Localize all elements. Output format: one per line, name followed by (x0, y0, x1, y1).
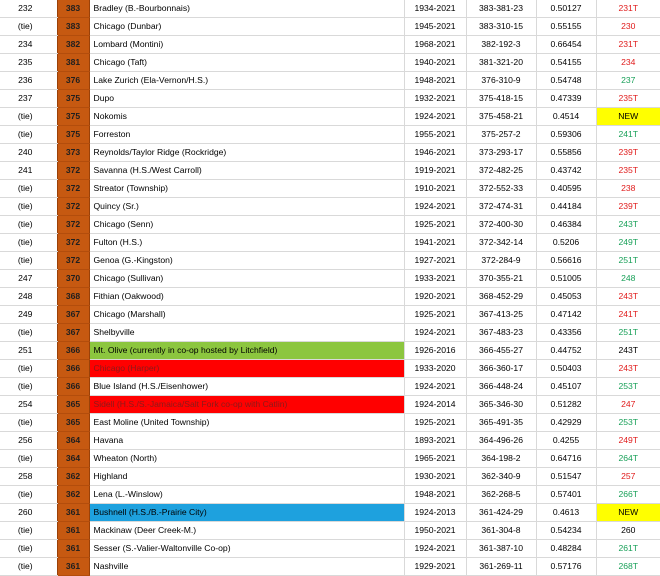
rank-cell[interactable]: 240 (0, 144, 57, 162)
school-name-cell[interactable]: Mt. Olive (currently in co-op hosted by Litchfield) (89, 342, 404, 360)
points-cell[interactable]: 362 (57, 468, 89, 486)
record-cell[interactable]: 372-474-31 (466, 198, 536, 216)
rank-cell[interactable]: (tie) (0, 108, 57, 126)
rank-cell[interactable]: 237 (0, 90, 57, 108)
win-pct-cell[interactable]: 0.50403 (536, 360, 596, 378)
previous-rank-cell[interactable]: 235T (596, 162, 660, 180)
previous-rank-cell[interactable]: 251T (596, 252, 660, 270)
previous-rank-cell[interactable]: 241T (596, 126, 660, 144)
record-cell[interactable]: 381-321-20 (466, 54, 536, 72)
rank-cell[interactable]: 249 (0, 306, 57, 324)
win-pct-cell[interactable]: 0.51282 (536, 396, 596, 414)
rank-cell[interactable]: 232 (0, 0, 57, 18)
rank-cell[interactable]: 260 (0, 504, 57, 522)
years-cell[interactable]: 1948-2021 (404, 486, 466, 504)
record-cell[interactable]: 361-424-29 (466, 504, 536, 522)
points-cell[interactable]: 383 (57, 0, 89, 18)
win-pct-cell[interactable]: 0.54748 (536, 72, 596, 90)
record-cell[interactable]: 372-552-33 (466, 180, 536, 198)
record-cell[interactable]: 366-360-17 (466, 360, 536, 378)
previous-rank-cell[interactable]: 239T (596, 144, 660, 162)
table-row (0, 414, 660, 432)
school-name-cell[interactable]: Quincy (Sr.) (89, 198, 404, 216)
win-pct-cell[interactable]: 0.66454 (536, 36, 596, 54)
win-pct-cell[interactable]: 0.44752 (536, 342, 596, 360)
win-pct-cell[interactable]: 0.56616 (536, 252, 596, 270)
rank-cell[interactable]: (tie) (0, 558, 57, 576)
years-cell[interactable]: 1946-2021 (404, 144, 466, 162)
win-pct-cell[interactable]: 0.5206 (536, 234, 596, 252)
school-name-cell[interactable]: Lombard (Montini) (89, 36, 404, 54)
record-cell[interactable]: 382-192-3 (466, 36, 536, 54)
school-name-cell[interactable]: Blue Island (H.S./Eisenhower) (89, 378, 404, 396)
rank-cell[interactable]: (tie) (0, 252, 57, 270)
previous-rank-cell[interactable]: 264T (596, 450, 660, 468)
rank-cell[interactable]: 251 (0, 342, 57, 360)
points-cell[interactable]: 364 (57, 432, 89, 450)
win-pct-cell[interactable]: 0.4613 (536, 504, 596, 522)
win-pct-cell[interactable]: 0.4255 (536, 432, 596, 450)
record-cell[interactable]: 365-346-30 (466, 396, 536, 414)
table-row (0, 216, 660, 234)
years-cell[interactable]: 1920-2021 (404, 288, 466, 306)
years-cell[interactable]: 1968-2021 (404, 36, 466, 54)
record-cell[interactable]: 367-483-23 (466, 324, 536, 342)
school-name-cell[interactable]: Chicago (Dunbar) (89, 18, 404, 36)
record-cell[interactable]: 375-458-21 (466, 108, 536, 126)
points-cell[interactable]: 361 (57, 540, 89, 558)
rank-cell[interactable]: (tie) (0, 324, 57, 342)
years-cell[interactable]: 1926-2016 (404, 342, 466, 360)
previous-rank-cell[interactable]: 238 (596, 180, 660, 198)
points-cell[interactable]: 372 (57, 198, 89, 216)
record-cell[interactable]: 364-496-26 (466, 432, 536, 450)
record-cell[interactable]: 375-257-2 (466, 126, 536, 144)
school-name-cell[interactable]: Fithian (Oakwood) (89, 288, 404, 306)
win-pct-cell[interactable]: 0.44184 (536, 198, 596, 216)
points-cell[interactable]: 367 (57, 306, 89, 324)
years-cell[interactable]: 1924-2021 (404, 540, 466, 558)
record-cell[interactable]: 368-452-29 (466, 288, 536, 306)
win-pct-cell[interactable]: 0.57401 (536, 486, 596, 504)
rank-cell[interactable]: (tie) (0, 126, 57, 144)
table-row (0, 306, 660, 324)
rank-cell[interactable]: (tie) (0, 450, 57, 468)
win-pct-cell[interactable]: 0.55856 (536, 144, 596, 162)
points-cell[interactable]: 361 (57, 504, 89, 522)
points-cell[interactable]: 368 (57, 288, 89, 306)
years-cell[interactable]: 1965-2021 (404, 450, 466, 468)
years-cell[interactable]: 1924-2021 (404, 198, 466, 216)
record-cell[interactable]: 372-400-30 (466, 216, 536, 234)
table-row (0, 234, 660, 252)
record-cell[interactable]: 372-482-25 (466, 162, 536, 180)
table-row (0, 18, 660, 36)
points-cell[interactable]: 372 (57, 180, 89, 198)
win-pct-cell[interactable]: 0.45053 (536, 288, 596, 306)
previous-rank-cell[interactable]: 239T (596, 198, 660, 216)
win-pct-cell[interactable]: 0.51547 (536, 468, 596, 486)
table-row (0, 36, 660, 54)
previous-rank-cell[interactable]: 231T (596, 36, 660, 54)
rank-cell[interactable]: 236 (0, 72, 57, 90)
table-row (0, 468, 660, 486)
years-cell[interactable]: 1933-2021 (404, 270, 466, 288)
points-cell[interactable]: 375 (57, 126, 89, 144)
win-pct-cell[interactable]: 0.43742 (536, 162, 596, 180)
points-cell[interactable]: 375 (57, 90, 89, 108)
win-pct-cell[interactable]: 0.59306 (536, 126, 596, 144)
rank-cell[interactable]: (tie) (0, 234, 57, 252)
points-cell[interactable]: 366 (57, 360, 89, 378)
points-cell[interactable]: 381 (57, 54, 89, 72)
rank-cell[interactable]: 256 (0, 432, 57, 450)
years-cell[interactable]: 1924-2021 (404, 378, 466, 396)
table-row (0, 144, 660, 162)
previous-rank-cell[interactable]: 253T (596, 378, 660, 396)
previous-rank-cell[interactable]: 234 (596, 54, 660, 72)
school-name-cell[interactable]: Nashville (89, 558, 404, 576)
table-row (0, 450, 660, 468)
school-name-cell[interactable]: Nokomis (89, 108, 404, 126)
win-pct-cell[interactable]: 0.40595 (536, 180, 596, 198)
previous-rank-cell[interactable]: 241T (596, 306, 660, 324)
rank-cell[interactable]: (tie) (0, 18, 57, 36)
win-pct-cell[interactable]: 0.47142 (536, 306, 596, 324)
previous-rank-cell[interactable]: 243T (596, 288, 660, 306)
table-row (0, 90, 660, 108)
previous-rank-cell[interactable]: 261T (596, 540, 660, 558)
points-cell[interactable]: 372 (57, 216, 89, 234)
record-cell[interactable]: 362-268-5 (466, 486, 536, 504)
school-name-cell[interactable]: Mackinaw (Deer Creek-M.) (89, 522, 404, 540)
school-name-cell[interactable]: Lena (L.-Winslow) (89, 486, 404, 504)
record-cell[interactable]: 383-381-23 (466, 0, 536, 18)
points-cell[interactable]: 370 (57, 270, 89, 288)
previous-rank-cell[interactable]: 249T (596, 432, 660, 450)
points-cell[interactable]: 364 (57, 450, 89, 468)
years-cell[interactable]: 1940-2021 (404, 54, 466, 72)
school-name-cell[interactable]: Chicago (Taft) (89, 54, 404, 72)
previous-rank-cell[interactable]: 253T (596, 414, 660, 432)
previous-rank-cell[interactable]: NEW (596, 504, 660, 522)
table-row (0, 0, 660, 18)
record-cell[interactable]: 362-340-9 (466, 468, 536, 486)
record-cell[interactable]: 383-310-15 (466, 18, 536, 36)
record-cell[interactable]: 372-284-9 (466, 252, 536, 270)
record-cell[interactable]: 366-448-24 (466, 378, 536, 396)
rank-cell[interactable]: (tie) (0, 216, 57, 234)
school-name-cell[interactable]: Fulton (H.S.) (89, 234, 404, 252)
previous-rank-cell[interactable]: 237 (596, 72, 660, 90)
previous-rank-cell[interactable]: 251T (596, 324, 660, 342)
table-row (0, 396, 660, 414)
school-name-cell[interactable]: Sesser (S.-Valier-Waltonville Co-op) (89, 540, 404, 558)
previous-rank-cell[interactable]: 260 (596, 522, 660, 540)
win-pct-cell[interactable]: 0.42929 (536, 414, 596, 432)
win-pct-cell[interactable]: 0.45107 (536, 378, 596, 396)
win-pct-cell[interactable]: 0.47339 (536, 90, 596, 108)
previous-rank-cell[interactable]: 230 (596, 18, 660, 36)
school-name-cell[interactable]: Bradley (B.-Bourbonnais) (89, 0, 404, 18)
points-cell[interactable]: 372 (57, 252, 89, 270)
years-cell[interactable]: 1924-2013 (404, 504, 466, 522)
years-cell[interactable]: 1927-2021 (404, 252, 466, 270)
years-cell[interactable]: 1910-2021 (404, 180, 466, 198)
years-cell[interactable]: 1932-2021 (404, 90, 466, 108)
table-row (0, 180, 660, 198)
record-cell[interactable]: 365-491-35 (466, 414, 536, 432)
years-cell[interactable]: 1950-2021 (404, 522, 466, 540)
table-row (0, 108, 660, 126)
school-name-cell[interactable]: Chicago (Harper) (89, 360, 404, 378)
table-row (0, 486, 660, 504)
years-cell[interactable]: 1924-2021 (404, 324, 466, 342)
table-row (0, 324, 660, 342)
table-row (0, 522, 660, 540)
record-cell[interactable]: 372-342-14 (466, 234, 536, 252)
points-cell[interactable]: 383 (57, 18, 89, 36)
school-name-cell[interactable]: Chicago (Sullivan) (89, 270, 404, 288)
record-cell[interactable]: 370-355-21 (466, 270, 536, 288)
school-name-cell[interactable]: Wheaton (North) (89, 450, 404, 468)
points-cell[interactable]: 362 (57, 486, 89, 504)
rank-cell[interactable]: (tie) (0, 360, 57, 378)
previous-rank-cell[interactable]: NEW (596, 108, 660, 126)
record-cell[interactable]: 367-413-25 (466, 306, 536, 324)
table-row (0, 126, 660, 144)
points-cell[interactable]: 365 (57, 414, 89, 432)
table-row (0, 72, 660, 90)
points-cell[interactable]: 376 (57, 72, 89, 90)
record-cell[interactable]: 375-418-15 (466, 90, 536, 108)
years-cell[interactable]: 1925-2021 (404, 414, 466, 432)
points-cell[interactable]: 372 (57, 162, 89, 180)
years-cell[interactable]: 1924-2014 (404, 396, 466, 414)
table-row (0, 432, 660, 450)
school-name-cell[interactable]: Highland (89, 468, 404, 486)
school-name-cell[interactable]: Shelbyville (89, 324, 404, 342)
table-row (0, 504, 660, 522)
points-cell[interactable]: 382 (57, 36, 89, 54)
rank-cell[interactable]: 235 (0, 54, 57, 72)
rank-cell[interactable]: 254 (0, 396, 57, 414)
school-name-cell[interactable]: Savanna (H.S./West Carroll) (89, 162, 404, 180)
school-name-cell[interactable]: Chicago (Marshall) (89, 306, 404, 324)
table-row (0, 54, 660, 72)
rank-cell[interactable]: 248 (0, 288, 57, 306)
table-row (0, 252, 660, 270)
years-cell[interactable]: 1929-2021 (404, 558, 466, 576)
points-cell[interactable]: 361 (57, 522, 89, 540)
table-row (0, 360, 660, 378)
record-cell[interactable]: 376-310-9 (466, 72, 536, 90)
previous-rank-cell[interactable]: 243T (596, 342, 660, 360)
record-cell[interactable]: 361-269-11 (466, 558, 536, 576)
win-pct-cell[interactable]: 0.46384 (536, 216, 596, 234)
win-pct-cell[interactable]: 0.51005 (536, 270, 596, 288)
previous-rank-cell[interactable]: 243T (596, 360, 660, 378)
record-cell[interactable]: 361-304-8 (466, 522, 536, 540)
rank-cell[interactable]: (tie) (0, 414, 57, 432)
years-cell[interactable]: 1893-2021 (404, 432, 466, 450)
win-pct-cell[interactable]: 0.54234 (536, 522, 596, 540)
win-pct-cell[interactable]: 0.48284 (536, 540, 596, 558)
table-row (0, 162, 660, 180)
years-cell[interactable]: 1930-2021 (404, 468, 466, 486)
points-cell[interactable]: 366 (57, 378, 89, 396)
years-cell[interactable]: 1924-2021 (404, 108, 466, 126)
school-name-cell[interactable]: Bushnell (H.S./B.-Prairie City) (89, 504, 404, 522)
table-row (0, 270, 660, 288)
previous-rank-cell[interactable]: 249T (596, 234, 660, 252)
school-name-cell[interactable]: Chicago (Senn) (89, 216, 404, 234)
points-cell[interactable]: 365 (57, 396, 89, 414)
previous-rank-cell[interactable]: 268T (596, 558, 660, 576)
previous-rank-cell[interactable]: 247 (596, 396, 660, 414)
school-name-cell[interactable]: Reynolds/Taylor Ridge (Rockridge) (89, 144, 404, 162)
table-row (0, 558, 660, 576)
years-cell[interactable]: 1933-2020 (404, 360, 466, 378)
years-cell[interactable]: 1919-2021 (404, 162, 466, 180)
previous-rank-cell[interactable]: 243T (596, 216, 660, 234)
previous-rank-cell[interactable]: 257 (596, 468, 660, 486)
years-cell[interactable]: 1955-2021 (404, 126, 466, 144)
win-pct-cell[interactable]: 0.57176 (536, 558, 596, 576)
record-cell[interactable]: 361-387-10 (466, 540, 536, 558)
rank-cell[interactable]: 258 (0, 468, 57, 486)
win-pct-cell[interactable]: 0.4514 (536, 108, 596, 126)
previous-rank-cell[interactable]: 248 (596, 270, 660, 288)
table-row (0, 288, 660, 306)
win-pct-cell[interactable]: 0.55155 (536, 18, 596, 36)
school-name-cell[interactable]: Streator (Township) (89, 180, 404, 198)
rank-cell[interactable]: (tie) (0, 486, 57, 504)
school-name-cell[interactable]: Sidell (H.S./S.-Jamaica/Salt Fork co-op with Catlin) (89, 396, 404, 414)
previous-rank-cell[interactable]: 231T (596, 0, 660, 18)
rank-cell[interactable]: (tie) (0, 522, 57, 540)
points-cell[interactable]: 361 (57, 558, 89, 576)
rank-cell[interactable]: 234 (0, 36, 57, 54)
years-cell[interactable]: 1948-2021 (404, 72, 466, 90)
win-pct-cell[interactable]: 0.54155 (536, 54, 596, 72)
record-cell[interactable]: 373-293-17 (466, 144, 536, 162)
table-row (0, 378, 660, 396)
rank-cell[interactable]: (tie) (0, 198, 57, 216)
points-cell[interactable]: 366 (57, 342, 89, 360)
rank-cell[interactable]: (tie) (0, 180, 57, 198)
rank-cell[interactable]: (tie) (0, 540, 57, 558)
win-pct-cell[interactable]: 0.50127 (536, 0, 596, 18)
years-cell[interactable]: 1945-2021 (404, 18, 466, 36)
years-cell[interactable]: 1925-2021 (404, 306, 466, 324)
school-name-cell[interactable]: East Moline (United Township) (89, 414, 404, 432)
win-pct-cell[interactable]: 0.64716 (536, 450, 596, 468)
rank-cell[interactable]: 241 (0, 162, 57, 180)
rank-cell[interactable]: (tie) (0, 378, 57, 396)
table-row (0, 198, 660, 216)
rank-cell[interactable]: 247 (0, 270, 57, 288)
table-row (0, 540, 660, 558)
table-row (0, 342, 660, 360)
school-name-cell[interactable]: Havana (89, 432, 404, 450)
points-cell[interactable]: 372 (57, 234, 89, 252)
win-pct-cell[interactable]: 0.43356 (536, 324, 596, 342)
years-cell[interactable]: 1925-2021 (404, 216, 466, 234)
school-name-cell[interactable]: Dupo (89, 90, 404, 108)
points-cell[interactable]: 367 (57, 324, 89, 342)
previous-rank-cell[interactable]: 266T (596, 486, 660, 504)
record-cell[interactable]: 366-455-27 (466, 342, 536, 360)
school-name-cell[interactable]: Genoa (G.-Kingston) (89, 252, 404, 270)
record-cell[interactable]: 364-198-2 (466, 450, 536, 468)
school-name-cell[interactable]: Forreston (89, 126, 404, 144)
years-cell[interactable]: 1934-2021 (404, 0, 466, 18)
previous-rank-cell[interactable]: 235T (596, 90, 660, 108)
points-cell[interactable]: 375 (57, 108, 89, 126)
points-cell[interactable]: 373 (57, 144, 89, 162)
school-name-cell[interactable]: Lake Zurich (Ela-Vernon/H.S.) (89, 72, 404, 90)
years-cell[interactable]: 1941-2021 (404, 234, 466, 252)
